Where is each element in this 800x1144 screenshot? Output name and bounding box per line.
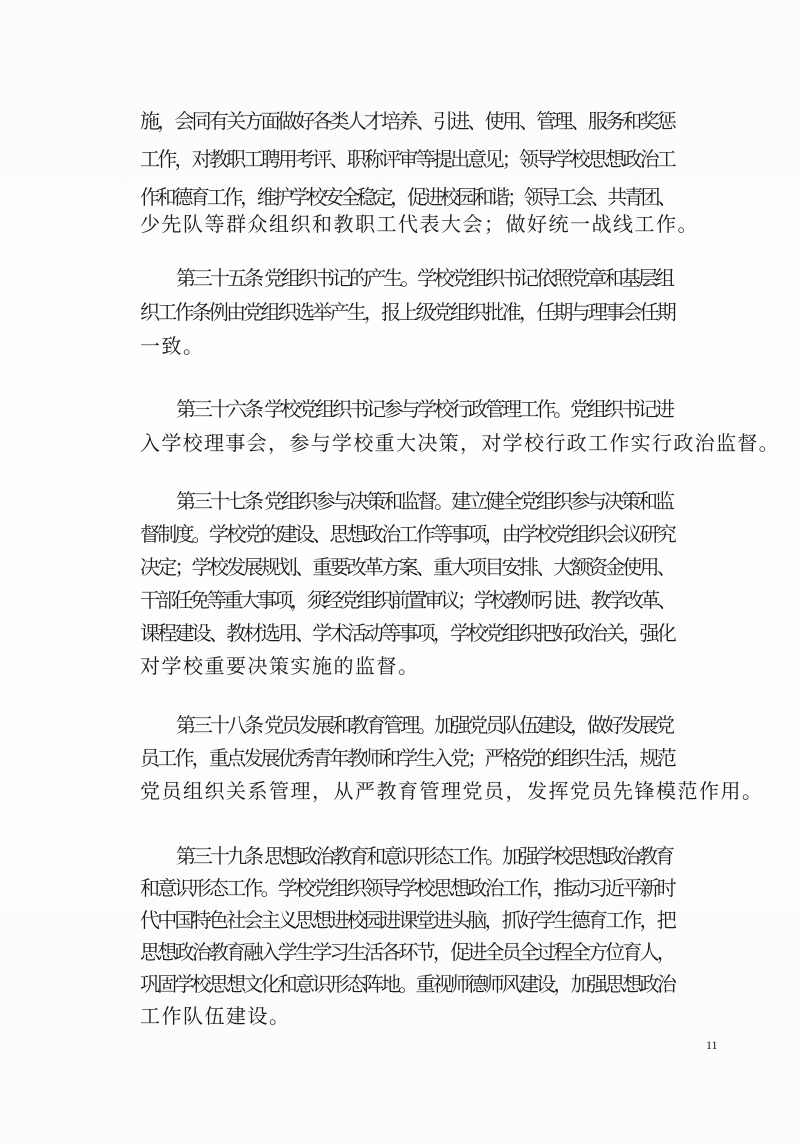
text-line: 巩固学校思想文化和意识形态阵地。重视师德师风建设，加强思想政治 [140,972,674,996]
text-line: 第三十八条 党员发展和教育管理。加强党员队伍建设，做好发展党 [176,713,672,737]
text-line: 织工作条例由党组织选举产生，报上级党组织批准，任期与理事会任期 [140,300,674,324]
text-line: 一致。 [140,334,205,358]
text-line: 代中国特色社会主义思想进校园进课堂进头脑，抓好学生德育工作，把 [140,908,674,932]
text-line: 第三十五条 党组织书记的产生。学校党组织书记依照党章和基层组 [176,266,672,290]
text-line: 入学校理事会，参与学校重大决策，对学校行政工作实行政治监督。 [140,431,780,455]
text-line: 第三十六条 学校党组织书记参与学校行政管理工作。党组织书记进 [176,397,672,421]
text-line: 工作，对教职工聘用考评、职称评审等提出意见；领导学校思想政治工 [140,147,674,171]
text-line: 督制度。学校党的建设、思想政治工作等事项，由学校党组织会议研究 [140,522,674,546]
page-number: 11 [706,1038,718,1052]
text-line: 干部任免等重大事项，须经党组织前置审议；学校教师引进、教学改革、 [140,588,674,612]
text-line: 决定；学校发展规划、重要改革方案、重大项目安排、大额资金使用、 [140,555,674,579]
text-line: 工作队伍建设。 [140,1004,291,1028]
text-line: 对学校重要决策实施的监督。 [140,654,420,678]
text-line: 作和德育工作，维护学校安全稳定，促进校园和谐；领导工会、共青团、 [140,185,674,209]
text-line: 少先队等群众组织和教职工代表大会；做好统一战线工作。 [140,212,699,236]
text-line: 课程建设、教材选用、学术活动等事项，学校党组织把好政治关，强化 [140,621,674,645]
text-line: 施，会同有关方面做好各类人才培养、引进、使用、管理、服务和奖惩 [140,109,674,133]
text-line: 思想政治教育融入学生学习生活各环节，促进全员全过程全方位育人， [140,940,674,964]
text-line: 和意识形态工作。学校党组织领导学校思想政治工作，推动习近平新时 [140,876,674,900]
text-line: 第三十九条 思想政治教育和意识形态工作。加强学校思想政治教育 [176,844,672,868]
text-line: 党员组织关系管理，从严教育管理党员，发挥党员先锋模范作用。 [140,779,764,803]
text-line: 员工作，重点发展优秀青年教师和学生入党；严格党的组织生活，规范 [140,746,674,770]
text-line: 第三十七条 党组织参与决策和监督。建立健全党组织参与决策和监 [176,489,672,513]
